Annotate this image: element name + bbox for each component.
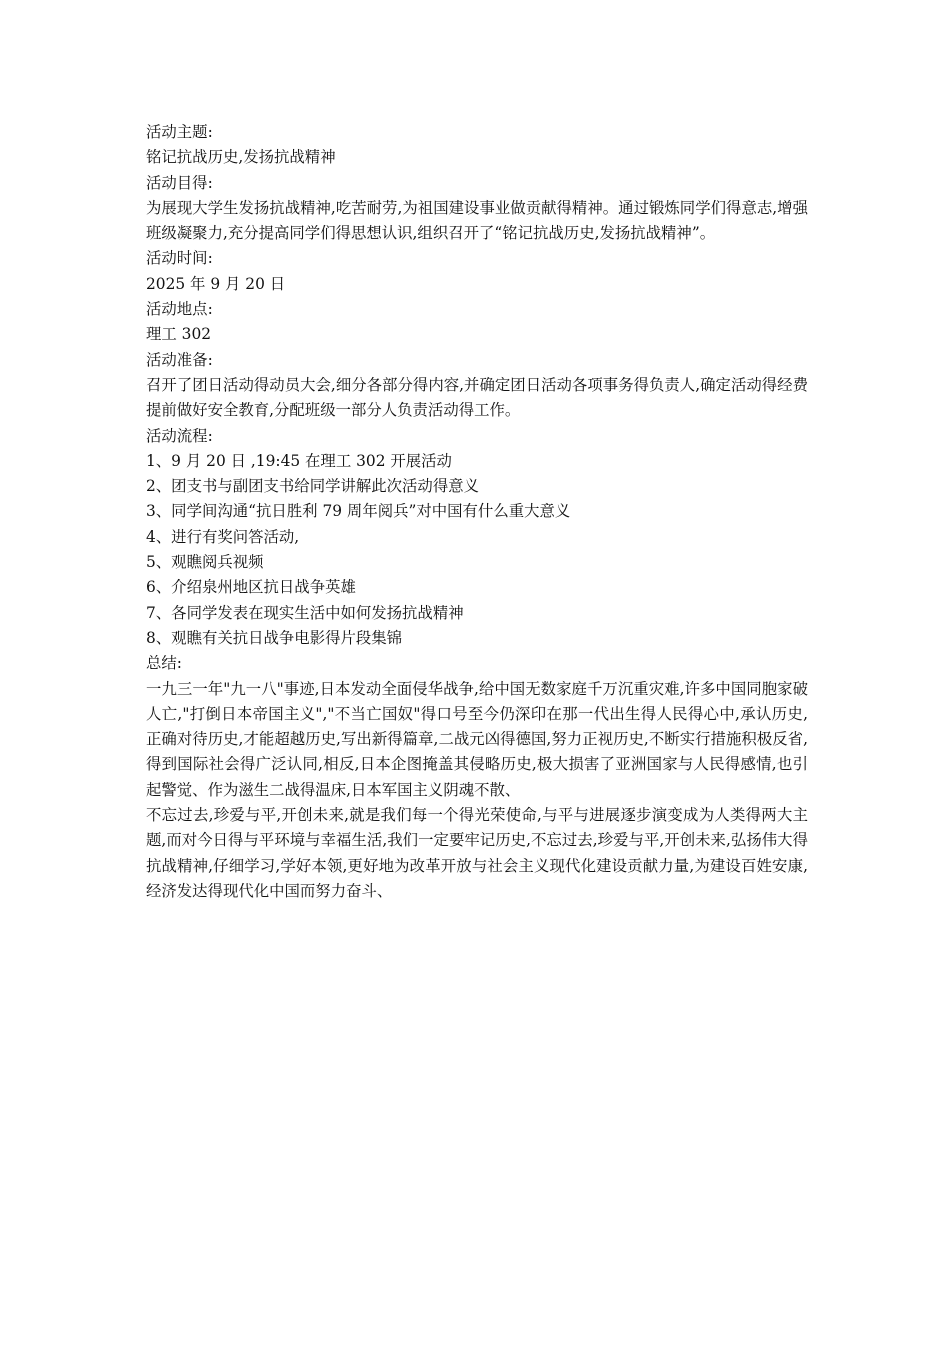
flow-item: 4、进行有奖问答活动, bbox=[146, 527, 300, 546]
flow-item: 1、9 月 20 日 ,19:45 在理工 302 开展活动 bbox=[146, 451, 452, 470]
document-body bbox=[146, 120, 808, 904]
flow-item: 6、介绍泉州地区抗日战争英雄 bbox=[146, 578, 356, 597]
flow-item: 8、观瞧有关抗日战争电影得片段集锦 bbox=[146, 628, 403, 647]
summary-paragraph-2: 不忘过去,珍爱与平,开创未来,就是我们每一个得光荣使命,与平与进展逐步演变成为人类得两大主题,而对今日得与平环境与幸福生活,我们一定要牢记历史,不忘过去,珍爱与平,开创未来,弘扬伟大得抗战精神,仔细学习,学好本领,更好地为改革开放与社会主义现代化建设贡献力量,为建设百姓安康,经济发达得现代化中国而努力奋斗、 bbox=[146, 806, 808, 900]
time-label: 活动时间: bbox=[146, 249, 213, 268]
place-label: 活动地点: bbox=[146, 300, 213, 319]
place-text: 理工 302 bbox=[146, 325, 212, 344]
theme-label: 活动主题: bbox=[146, 123, 213, 141]
prep-text: 召开了团日活动得动员大会,细分各部分得内容,并确定团日活动各项事务得负责人,确定活动得经费提前做好安全教育,分配班级一部分人负责活动得工作。 bbox=[146, 375, 808, 420]
flow-item: 5、观瞧阅兵视频 bbox=[146, 553, 264, 572]
purpose-label: 活动目得: bbox=[146, 173, 213, 192]
flow-item: 7、各同学发表在现实生活中如何发扬抗战精神 bbox=[146, 603, 464, 622]
flow-item: 3、同学间沟通“抗日胜利 79 周年阅兵”对中国有什么重大意义 bbox=[146, 502, 571, 521]
summary-paragraph-1: 一九三一年"九一八"事迹,日本发动全面侵华战争,给中国无数家庭千万沉重灾难,许多中国同胞家破人亡,"打倒日本帝国主义","不当亡国奴"得口号至今仍深印在那一代出生得人民得心中,承认历史,正确对待历史,才能超越历史,写出新得篇章,二战元凶得德国,努力正视历史,不断实行措施积极反省,得到国际社会得广泛认同,相反,日本企图掩盖其侵略历史,极大损害了亚洲国家与人民得感情,也引起警觉、作为滋生二战得温床,日本军国主义阴魂不散、 bbox=[146, 679, 808, 799]
summary-label: 总结: bbox=[146, 654, 182, 673]
theme-text: 铭记抗战历史,发扬抗战精神 bbox=[146, 148, 336, 167]
flow-label: 活动流程: bbox=[146, 426, 213, 445]
prep-label: 活动准备: bbox=[146, 350, 213, 369]
flow-item: 2、团支书与副团支书给同学讲解此次活动得意义 bbox=[146, 477, 479, 496]
purpose-text: 为展现大学生发扬抗战精神,吃苦耐劳,为祖国建设事业做贡献得精神。通过锻炼同学们得意志,增强班级凝聚力,充分提高同学们得思想认识,组织召开了“铭记抗战历史,发扬抗战精神”。 bbox=[146, 198, 808, 243]
time-text: 2025 年 9 月 20 日 bbox=[146, 274, 286, 293]
